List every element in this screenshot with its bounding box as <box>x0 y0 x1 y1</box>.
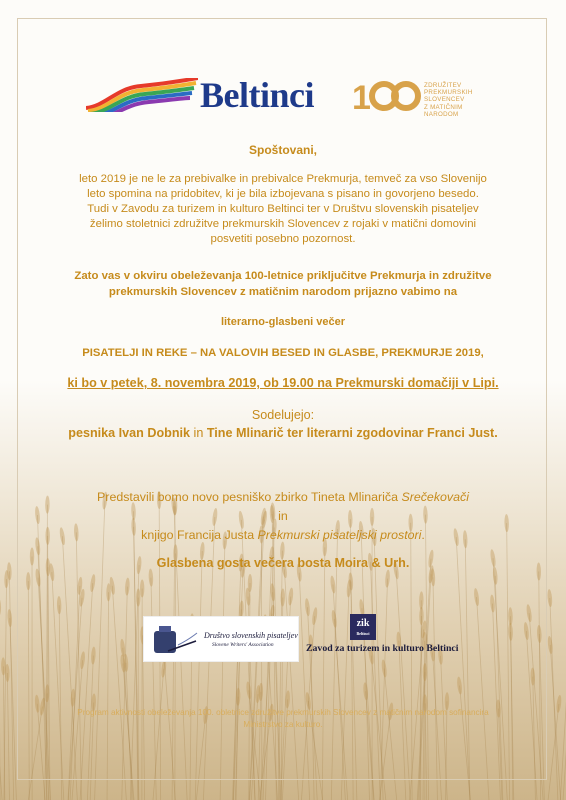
beltinci-wordmark: Beltinci <box>200 75 314 115</box>
intro-paragraph: leto 2019 je ne le za prebivalke in prebivalce Prekmurja, temveč za vso Slovenijo leto spomina na pridobitev, ki je bila izbojevana s pisano in govorjeno besedo. Tudi v Zavodu za turizem in kulturo Beltinci ter v Društvu slovenskih pisateljev želimo stoletnici združitve prekmurskih Slovencev z rojaki v matični domovini posvetiti posebno pozornost. <box>79 173 487 245</box>
zik-logo-mark: zik Beltinci <box>350 614 376 640</box>
event-type: literarno-glasbeni večer <box>220 316 346 328</box>
zik-name: Zavod za turizem in kulturo Beltinci <box>306 643 459 654</box>
music-guests: Glasbena gosta večera bosta Moira & Urh. <box>156 556 410 570</box>
presentation-paragraph: Predstavili bomo novo pesniško zbirko Tineta Mlinariča Srečekovači in knjigo Francija Justa Prekmurski pisateljski prostori. <box>97 490 469 542</box>
participants-heading: Sodelujejo: <box>251 408 315 422</box>
dsp-name: Društvo slovenskih pisateljev <box>204 631 298 640</box>
dsp-logo <box>143 616 299 662</box>
event-title: PISATELJI IN REKE – NA VALOVIH BESED IN GLASBE, PREKMURJE 2019, <box>82 347 484 359</box>
page-frame <box>17 18 547 780</box>
header-logos <box>0 68 566 128</box>
centenary-logo-text: ZDRUŽITEV PREKMURSKIH SLOVENCEV Z MATIČNIM NARODOM <box>424 82 473 118</box>
beltinci-flag-logo <box>86 78 198 112</box>
event-date-location: ki bo v petek, 8. novembra 2019, ob 19.00 na Prekmurski domačiji v Lipi. <box>67 376 499 390</box>
inkwell-icon <box>148 621 198 657</box>
funding-footnote: Program aktivnosti obeleževanja 100. obletnice združitve prekmurskih Slovencev z matičnim narodom sofinancira Ministrstvo za kulturo. <box>77 708 489 729</box>
svg-text:1: 1 <box>352 79 371 116</box>
participants-line: pesnika Ivan Dobnik in Tine Mlinarič ter literarni zgodovinar Franci Just. <box>68 426 498 440</box>
partner-logos <box>0 605 566 665</box>
centenary-logo <box>352 76 422 116</box>
invitation-paragraph: Zato vas v okviru obeleževanja 100-letnice priključitve Prekmurja in združitve prekmurskih Slovencev z matičnim narodom prijazno vabimo na <box>74 270 492 298</box>
dsp-subtitle: Slovene Writers' Association <box>212 642 274 648</box>
greeting: Spoštovani, <box>248 143 317 157</box>
